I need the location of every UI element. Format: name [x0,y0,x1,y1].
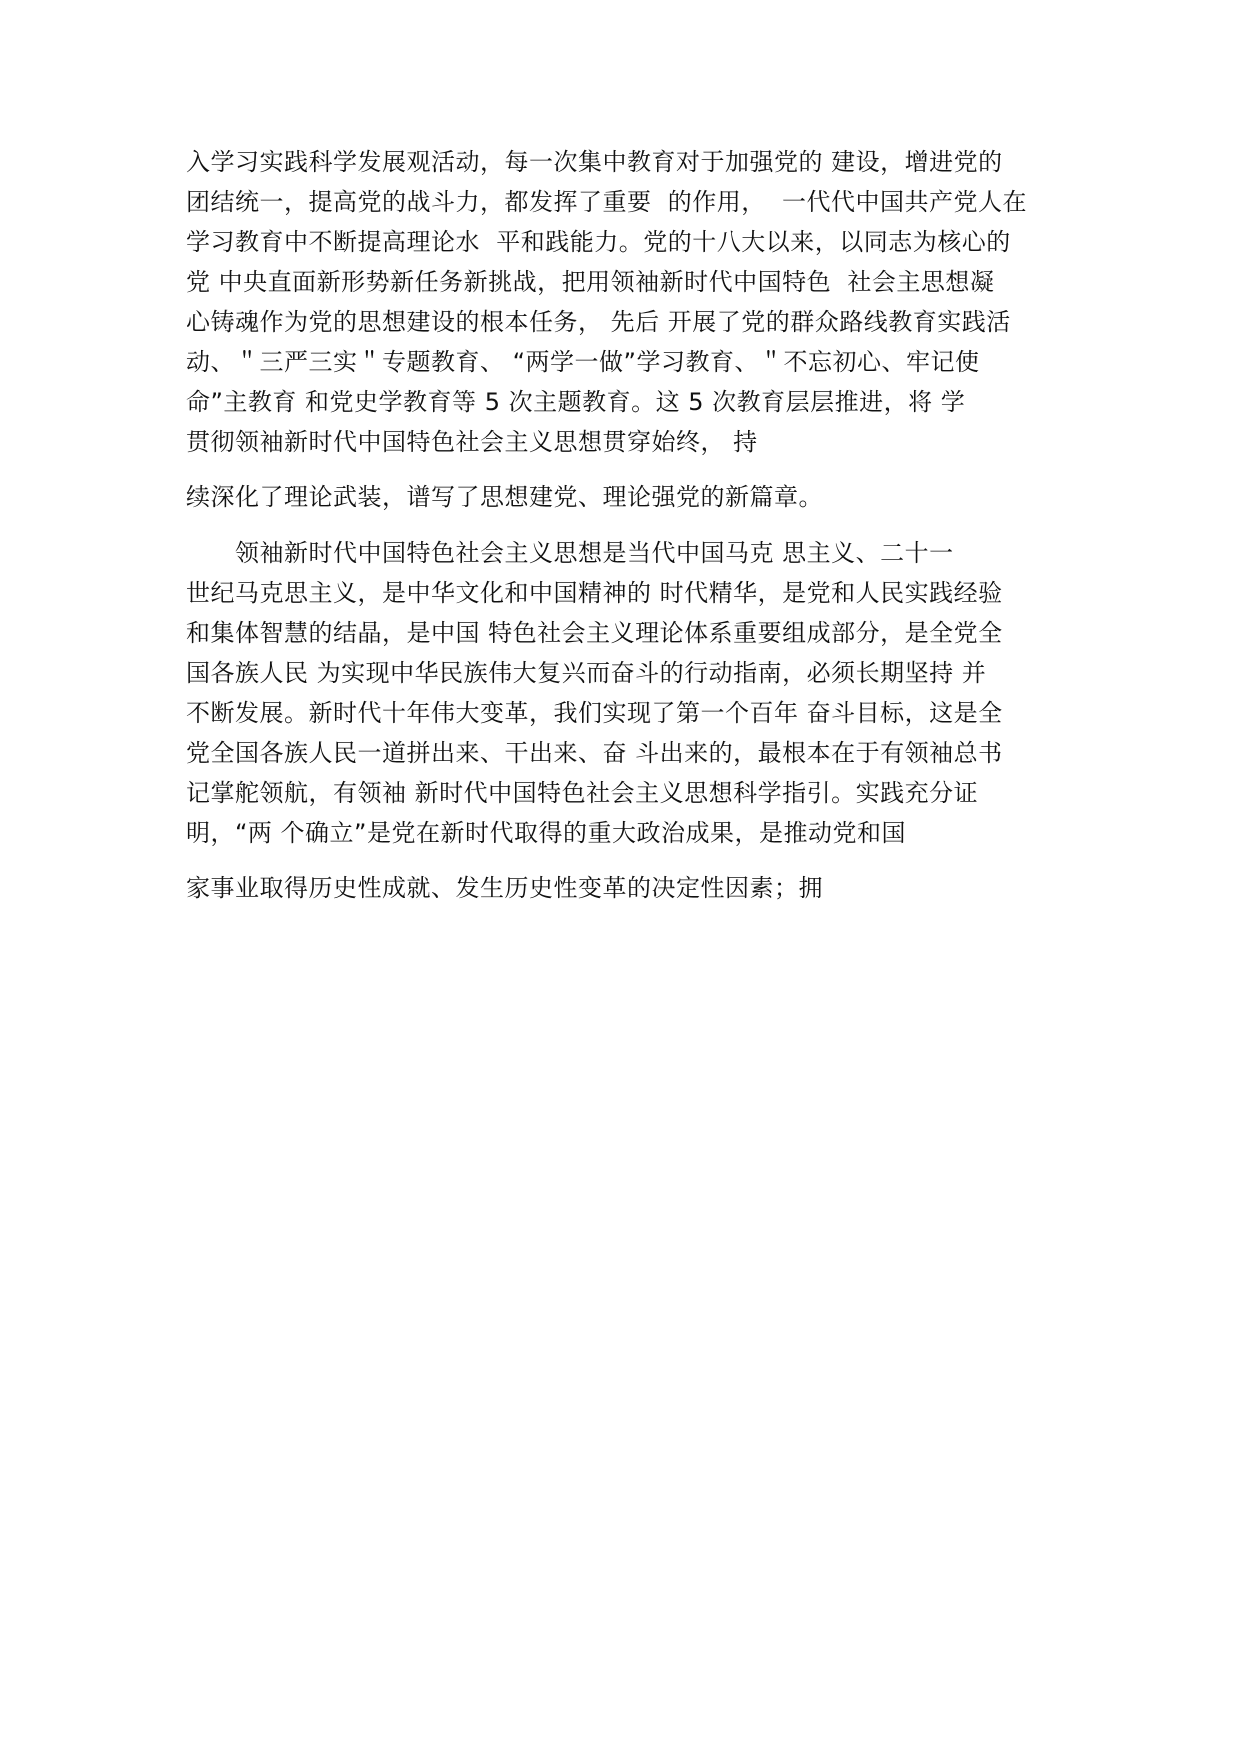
paragraph-2-line-7: 记掌舵领航，有领袖 新时代中国特色社会主义思想科学指引。实践充分证 [186,779,979,807]
paragraph-1-line-3: 学习教育中不断提高理论水 平和践能力。党的十八大以来，以同志为核心的 [186,228,1011,256]
paragraph-2-line-6: 党全国各族人民一道拼出来、干出来、奋 斗出来的，最根本在于有领袖总书 [186,739,1003,767]
paragraph-2-line-8: 明，“两 个确立”是党在新时代取得的重大政治成果，是推动党和国 [186,819,906,847]
paragraph-2-line-4: 国各族人民 为实现中华民族伟大复兴而奋斗的行动指南，必须长期坚持 并 [186,659,987,687]
paragraph-2-line-1: 领袖新时代中国特色社会主义思想是当代中国马克 思主义、二十一 [186,539,954,567]
paragraph-1-line-4: 党 中央直面新形势新任务新挑战，把用领袖新时代中国特色 社会主思想凝 [186,268,995,296]
paragraph-1-line-5: 心铸魂作为党的思想建设的根本任务， 先后 开展了党的群众路线教育实践活 [186,308,1011,336]
paragraph-1-line-1: 入学习实践科学发展观活动，每一次集中教育对于加强党的 建设，增进党的 [186,148,1003,176]
paragraph-2-line-9: 家事业取得历史性成就、发生历史性变革的决定性因素；拥 [186,874,823,902]
paragraph-2-line-3: 和集体智慧的结晶，是中国 特色社会主义理论体系重要组成部分，是全党全 [186,619,1003,647]
paragraph-1-line-2: 团结统一，提高党的战斗力，都发挥了重要 的作用， 一代代中国共产党人在 [186,188,1028,216]
paragraph-1-line-9: 续深化了理论武装，谱写了思想建党、理论强党的新篇章。 [186,483,823,511]
paragraph-2-line-2: 世纪马克思主义，是中华文化和中国精神的 时代精华，是党和人民实践经验 [186,579,1003,607]
paragraph-1-line-8: 贯彻领袖新时代中国特色社会主义思想贯穿始终， 持 [186,428,758,456]
paragraph-1-line-6: 动、＂三严三实＂专题教育、 “两学一做”学习教育、＂不忘初心、牢记使 [186,348,980,376]
paragraph-1-line-7: 命”主教育 和党史学教育等 5 次主题教育。这 5 次教育层层推进，将 学 [186,388,966,416]
paragraph-2-line-5: 不断发展。新时代十年伟大变革，我们实现了第一个百年 奋斗目标，这是全 [186,699,1003,727]
